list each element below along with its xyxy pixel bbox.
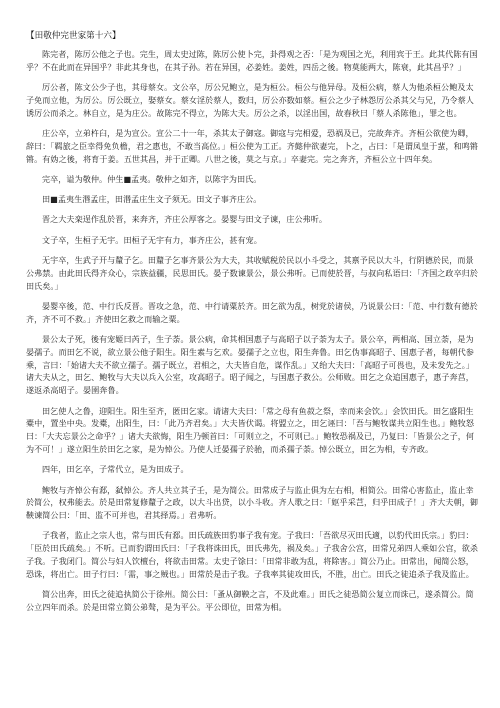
paragraph: 景公太子死，後有宠姬曰芮子，生子荼。景公病，命其相国惠子与高昭子以子荼为太子。景公卒，两相高、国立荼，是为晏孺子。而田乞不说，欲立景公他子阳生。阳生素与乞欢。晏孺子之立也，阳生奔鲁。田乞伪事高昭子、国惠子者，每朝代参乘，言曰：「始诸大夫不欲立孺子。孺子既立，君相之，大夫皆自危，谋作乱。」又绐大夫曰：「高昭子可畏也，及未发先之。」诸大夫从之，田乞、鲍牧与大夫以兵入公室，攻高昭子。昭子闻之，与国惠子救公。公师败。田乞之众追国惠子，惠子奔莒，遂返杀高昭子。晏圉奔鲁。 (26, 334, 474, 396)
paragraph: 厉公者，陈文公少子也，其母蔡女。文公卒，厉公兄鲍立，是为桓公。桓公与他异母。及桓公病，蔡人为他杀桓公鲍及太子免而立他，为厉公。厉公既立，娶蔡女。蔡女淫於蔡人，数归，厉公亦数如蔡。桓公之少子林怨厉公杀其父与兄，乃令蔡人诱厉公而杀之。林自立，是为庄公。故陈完不得立，为陈大夫。厉公之杀，以淫出国，故春秋曰「蔡人杀陈他」，罪之也。 (26, 82, 474, 118)
paragraph: 晋之大夫栾逞作乱於晋，来奔齐，齐庄公厚客之。晏婴与田文子谏，庄公弗听。 (42, 214, 328, 225)
paragraph: 完卒，谥为敬仲。仲生■孟夷。敬仲之如齐，以陈字为田氏。 (42, 173, 262, 184)
paragraph: 四年，田乞卒，子常代立，是为田成子。 (42, 464, 189, 475)
paragraph: 鲍牧与齐悼公有郄，弑悼公。齐人共立其子壬，是为简公。田常成子与监止俱为左右相，相简公。田常心害监止，监止幸於简公，权弗能去。於是田常复修釐子之政，以大斗出贷，以小斗收。齐人歌之曰：「妪乎采芑，归乎田成子！」齐大夫朝，御鞅谏简公曰：「田、监不可并也，君其择焉。」君弗听。 (26, 484, 479, 521)
paragraph: 田■孟夷生湣孟庄，田湣孟庄生文子须无。田文子事齐庄公。 (42, 194, 262, 205)
paragraph: 文子卒，生桓子无宇。田桓子无宇有力，事齐庄公，甚有宠。 (42, 234, 262, 245)
paragraph: 无宇卒，生武子开与釐子乞。田釐子乞事齐景公为大夫，其收赋税於民以小斗受之，其禀予民以大斗，行阴德於民，而景公弗禁。由此田氏得齐众心，宗族益疆，民思田氏。晏子数谏景公，景公弗听。已而使於晋，与叔向私语曰：「齐国之政卒归於田氏矣。」 (26, 255, 479, 291)
paragraph: 田乞使人之鲁，迎阳生。阳生至齐，匿田乞家。请诸大夫曰：「常之母有鱼菽之祭，幸而来会饮。」会饮田氏。田乞盛阳生橐中，置坐中央。发橐，出阳生，曰：「此乃齐君矣。」大夫皆伏谒。将盟立之，田乞诬曰：「吾与鲍牧谋共立阳生也。」鲍牧怒曰：「大夫忘景公之命乎？」诸大夫欲悔，阳生乃顿首曰：「可则立之，不可则已。」鲍牧恐祸及已，乃复曰：「皆景公之子，何为不可！」遂立阳生於田乞之家，是为悼公。乃使人迁晏孺子於骀，而杀孺子荼。悼公既立，田乞为相，专齐政。 (26, 405, 474, 454)
paragraph: 子我者，监止之宗人也，常与田氏有郄。田氏疏族田豹事子我有宠。子我曰：「吾欲尽灭田氏適，以豹代田氏宗。」豹曰：「臣於田氏疏矣。」不听。已而豹谓田氏曰：「子我将诛田氏，田氏弗先，祸及矣。」子我舍公宫，田常兄弟四人乘如公宫，欲杀子我。子我闭门。简公与妇人饮檀台，将欲击田常。太史子馀曰：「田常非敢为乱，将除害。」简公乃止。田常出，闻简公怒，恐诛，将出亡。田子行曰：「需，事之贼也。」田常於是击子我。子我率其徒攻田氏，不胜，出亡。田氏之徒追杀子我及监止。 (26, 530, 479, 579)
paragraph: 庄公卒，立弟杵臼，是为宣公。宣公二十一年，杀其太子御寇。御寇与完相爱，恐祸及已，完故奔齐。齐桓公欲使为卿，辞曰：「羁旅之臣幸得免负檐，君之惠也，不敢当高位。」桓公使为工正。齐懿仲欲妻完，卜之，占曰：「是谓凤皇于蜚，和鸣锵锵。有妫之後，将育于姜。五世其昌，并于正卿。八世之後，莫之与京。」卒妻完。完之奔齐，齐桓公立十四年矣。 (26, 127, 479, 164)
paragraph: 陈完者，陈厉公他之子也。完生，周太史过陈，陈厉公使卜完，卦得观之否：「是为观国之光，利用宾于王。此其代陈有国乎？不在此而在异国乎？非此其身也，在其子孙。若在异国，必姜姓。姜姓，四岳之後。物莫能两大，陈衰，此其昌乎？」 (26, 49, 478, 72)
paragraph: 简公出奔，田氏之徒追执简公于徐州。简公曰：「蚤从御鞅之言，不及此难。」田氏之徒恐简公复立而诛己，遂杀简公。简公立四年而杀。於是田常立简公弟骜，是为平公。平公即位，田常为相。 (26, 589, 474, 612)
section-title: 【田敬仲完世家第十六】 (26, 31, 121, 41)
document-body (26, 48, 480, 614)
paragraph: 晏婴卒後，范、中行氏反晋。晋攻之急，范、中行请粟於齐。田乞欲为乱，树党於诸侯，乃说景公曰：「范、中行数有德於齐，齐不可不救。」齐使田乞救之而输之粟。 (26, 300, 478, 324)
